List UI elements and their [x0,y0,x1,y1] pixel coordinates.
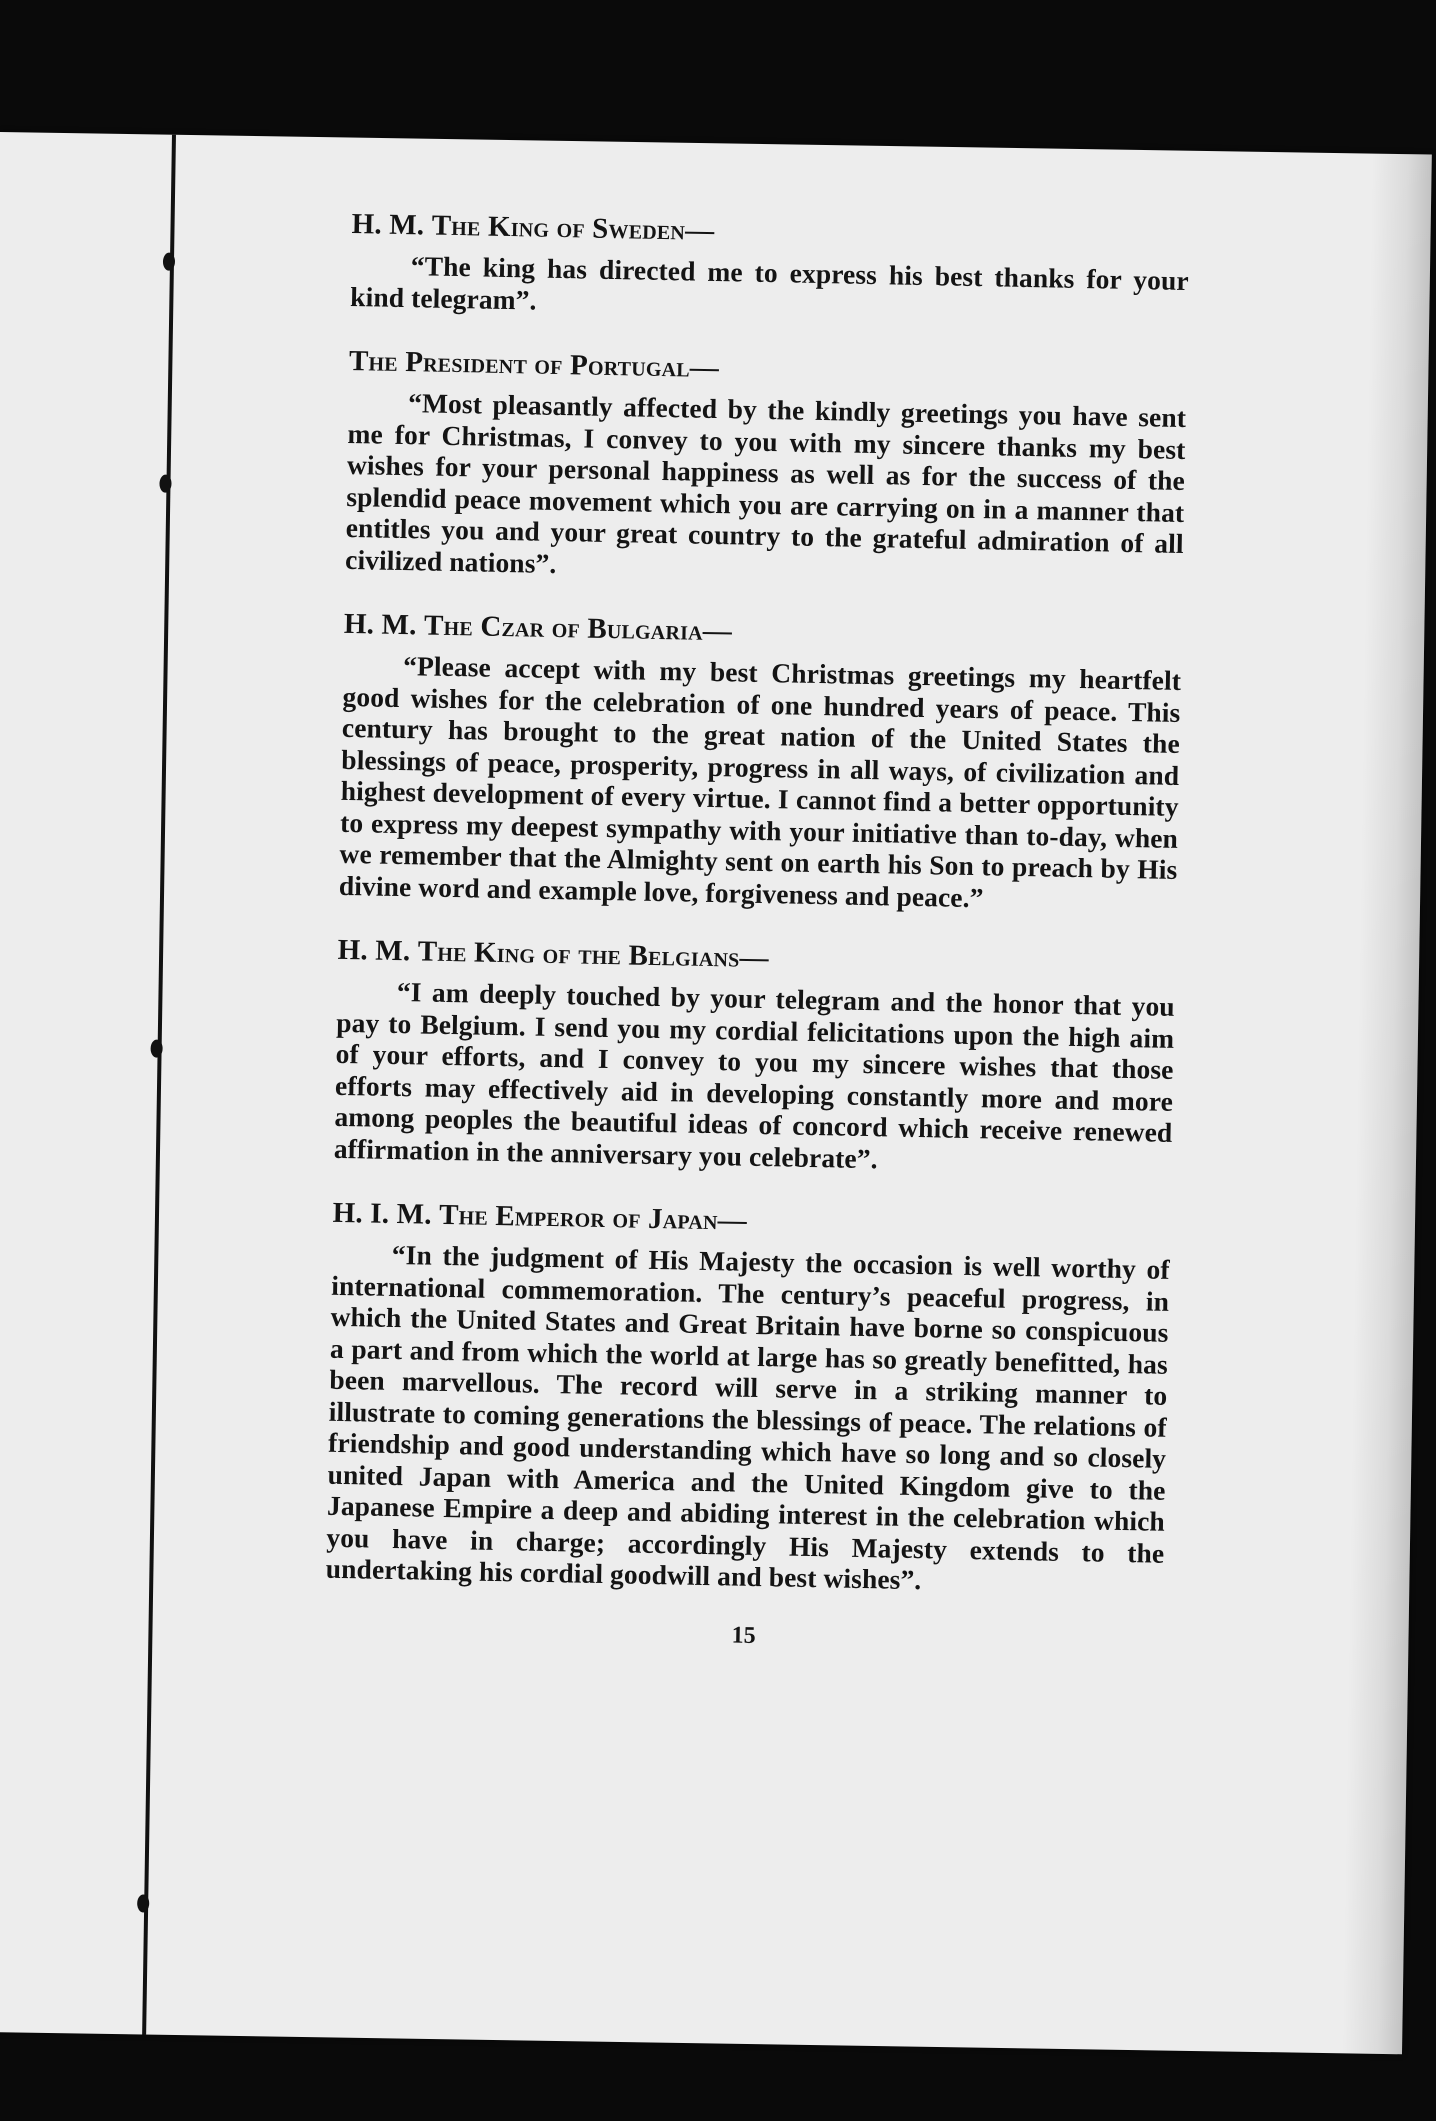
page-edge-shadow [1342,154,1432,2055]
section-text: “Please accept with my best Christmas greetings my heartfelt good wishes for the celebration of one hundred years of peace. This century has brought to the great nation of the United States the blessings of peace, prosperity, progress in all ways, of civilization and highest development of every virtue. I cannot find a better opportunity to express my deepest sympathy with your initiative than to-day, when we remember that the Almighty sent on earth his Son to preach by His divine word and example love, forgiveness and peace.” [338,650,1182,913]
section-heading: The President of Portugal— [348,344,720,385]
section-text: “The king has directed me to express his best thanks for your kind telegram”. [349,250,1190,316]
section-text: “Most pleasantly affected by the kindly greetings you have sent me for Christmas, I convey to you with my sincere thanks my best wishes for your personal happiness as well as for the success of the splendid peace movement which you are carrying on in a manner that entitles you and your great country to the grateful admiration of all civilized nations”. [344,387,1187,579]
binding-spine [142,135,176,2035]
section-heading: H. M. The Czar of Bulgaria— [343,607,733,648]
section-text: “In the judgment of His Majesty the occasion is well worthy of international commemoration. The century’s peaceful progress, in which the United States and Great Britain have borne so conspicuous a part and from which the world at large has so greatly benefitted, has been marvellous. The record will serve in a striking manner to illustrate to coming generations the blessings of peace. The relations of friendship and good understanding which have so long and so closely united Japan with America and the United Kingdom give to the Japanese Empire a deep and abiding interest in the celebration which you have in charge; accordingly His Majesty extends to the undertaking his cordial goodwill and best wishes”. [325,1238,1171,1596]
section-king-of-sweden [350,205,1190,328]
section-heading: H. M. The King of the Belgians— [337,933,770,975]
page-text [324,205,1189,1657]
page-number: 15 [731,1622,756,1649]
section-text: “I am deeply touched by your telegram and the honor that you pay to Belgium. I send you my cordial felicitations upon the high aim of your efforts, and I convey to you my sincere wishes that those efforts may effectively aid in developing constantly more and more among peoples the beautiful ideas of concord which receive renewed affirmation in the anniversary you celebrate”. [333,976,1176,1174]
section-emperor-of-japan [326,1194,1171,1601]
section-heading: H. I. M. The Emperor of Japan— [332,1196,748,1237]
section-heading: H. M. The King of Sweden— [351,207,715,247]
section-king-of-the-belgians [334,931,1176,1180]
section-czar-of-bulgaria [339,605,1183,917]
section-president-of-portugal [345,342,1187,591]
